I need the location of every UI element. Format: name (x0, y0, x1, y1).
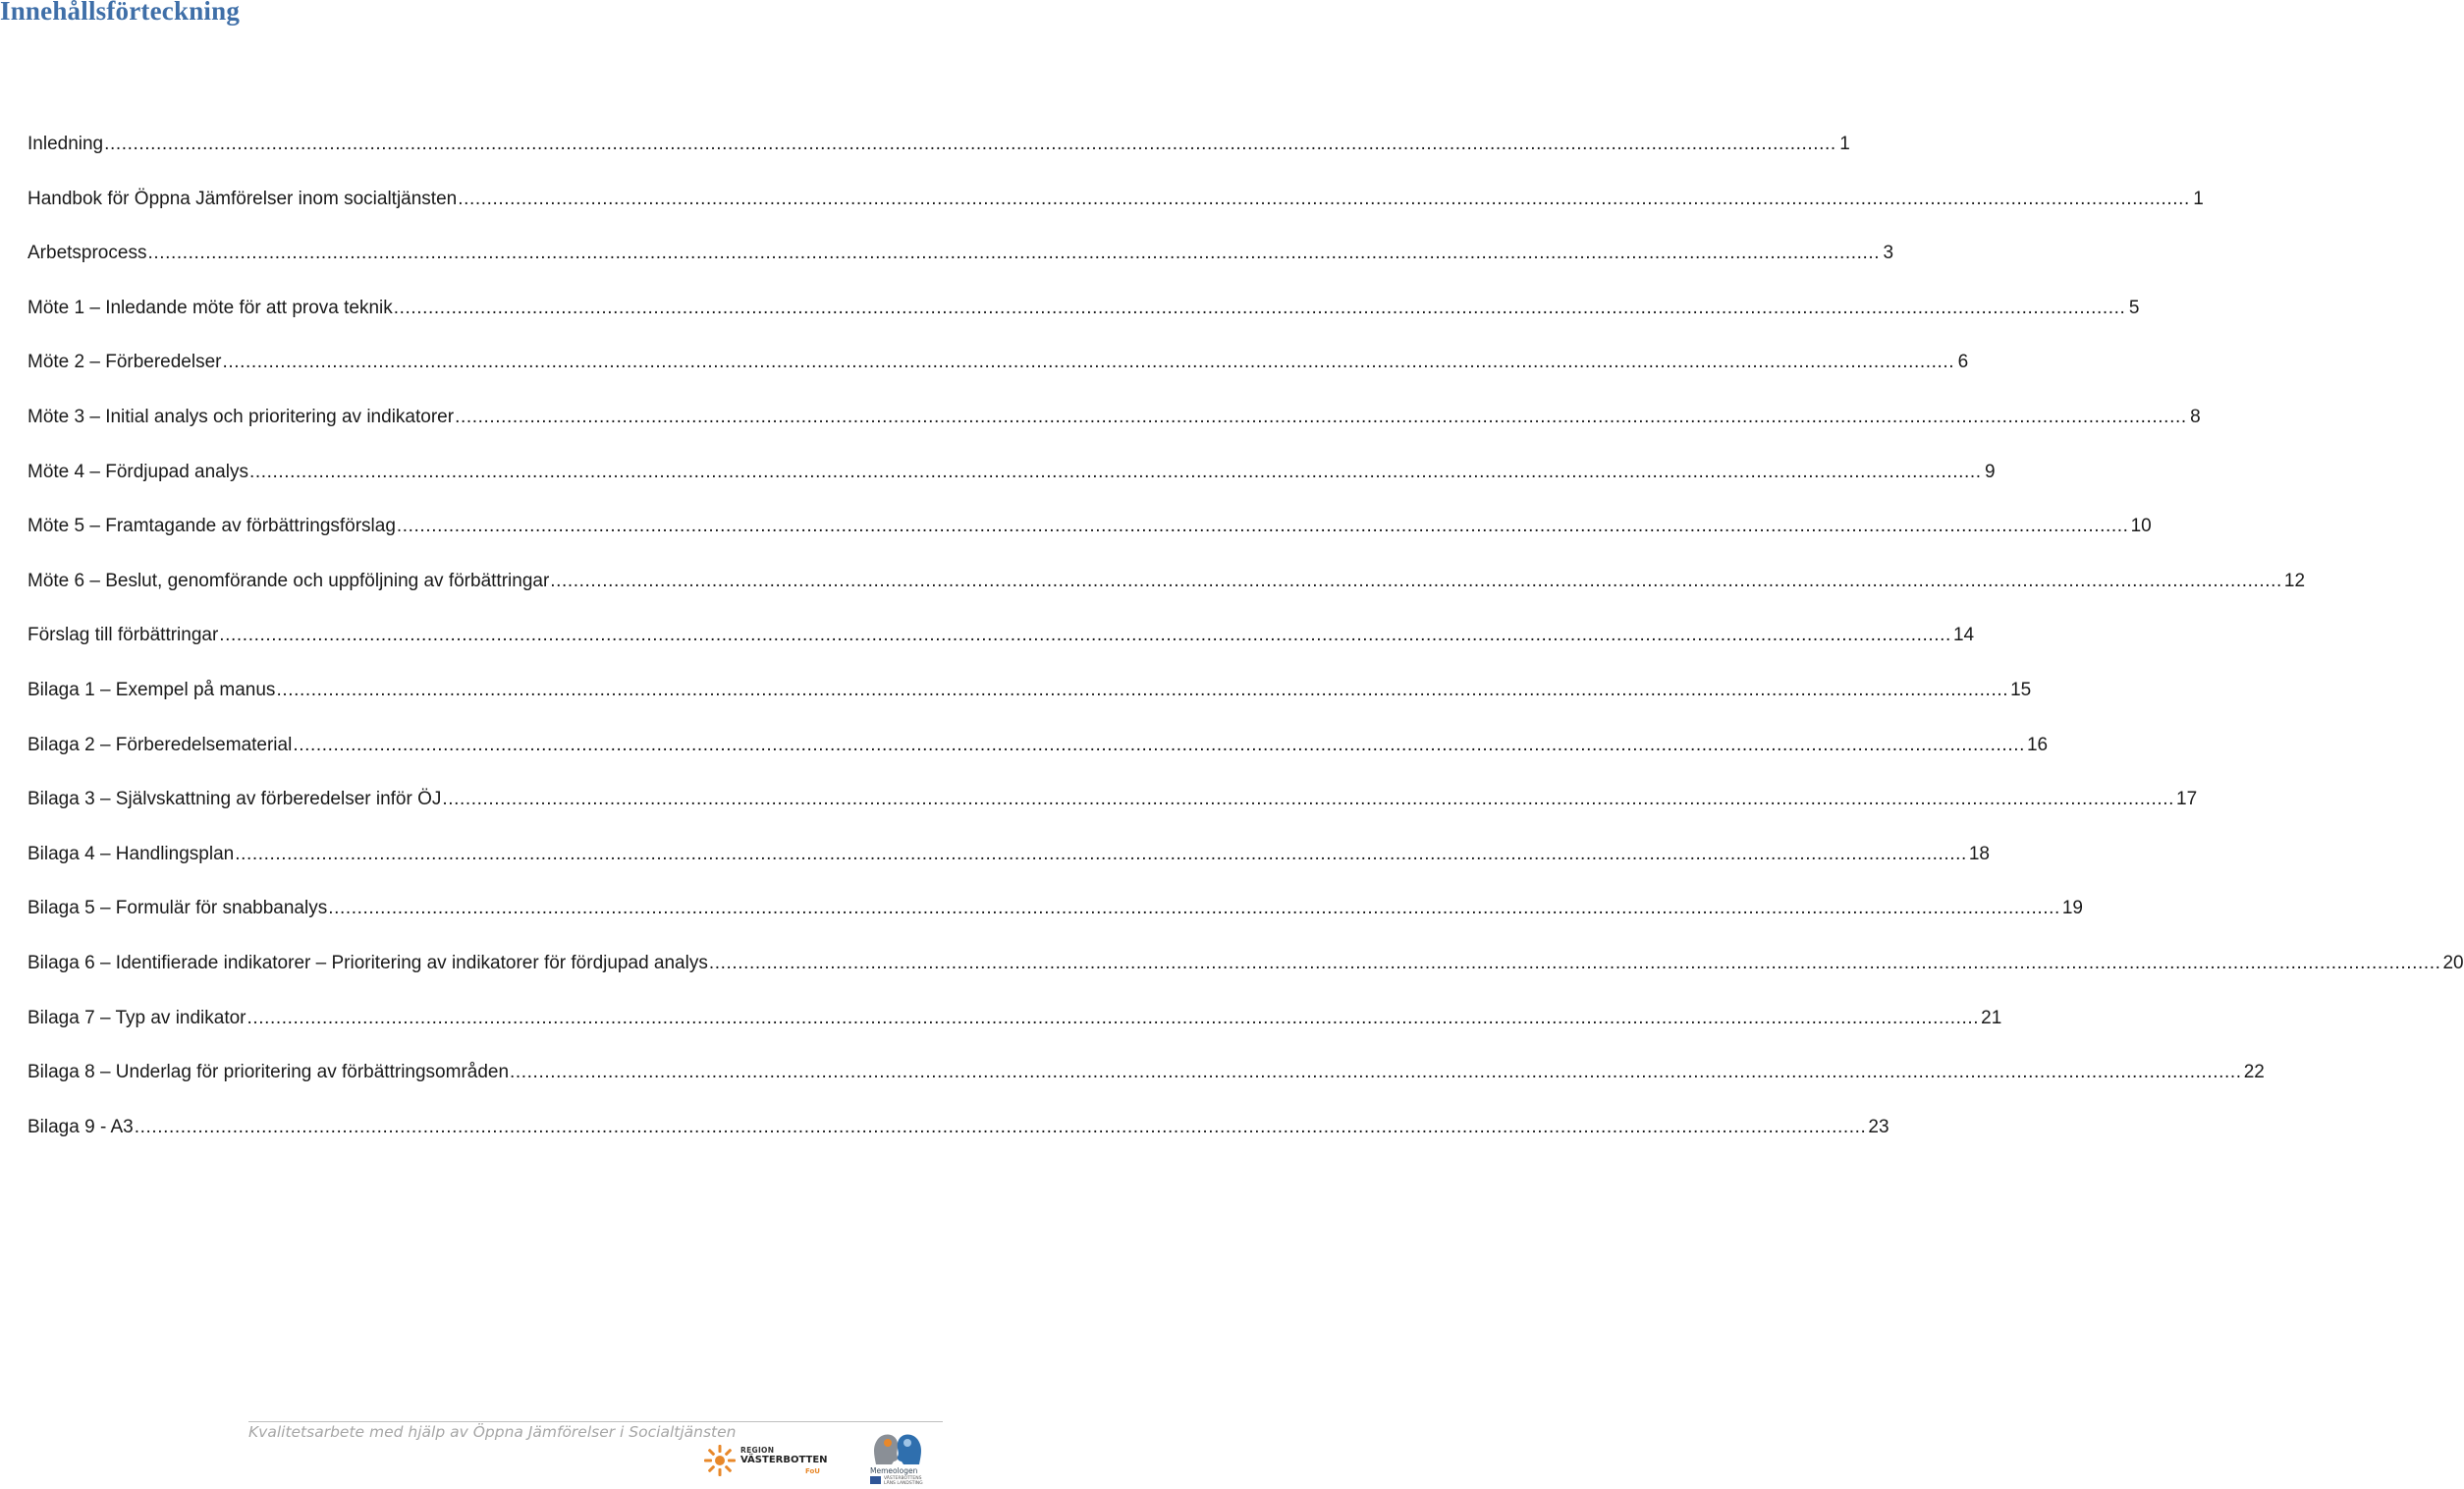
toc-entry-forslag[interactable] (27, 617, 1975, 672)
toc-entry-page: 5 (2128, 297, 2140, 318)
toc-dot-leader: ............................................................................................................................................................................................................................................................................................................ (219, 625, 1951, 646)
toc-entry-page: 14 (1952, 625, 1975, 646)
toc-entry-bilaga-4[interactable] (27, 836, 1990, 891)
toc-entry-mote-5[interactable] (27, 508, 2152, 563)
toc-dot-leader: ............................................................................................................................................................................................................................................................................................................ (510, 1062, 2242, 1083)
toc-entry-title: Handbok för Öppna Jämförelser inom socialtjänsten (27, 188, 458, 209)
logo-region-name: VÄSTERBOTTEN (740, 1455, 828, 1465)
toc-dot-leader: ............................................................................................................................................................................................................................................................................................................ (147, 243, 1881, 264)
footer-title: Kvalitetsarbete med hjälp av Öppna Jämförelser i Socialtjänsten (248, 1423, 737, 1441)
toc-entry-page: 9 (1985, 461, 1996, 482)
toc-dot-leader: ............................................................................................................................................................................................................................................................................................................ (248, 461, 1982, 482)
toc-entry-title: Bilaga 5 – Formulär för snabbanalys (27, 898, 328, 919)
toc-entry-page: 15 (2010, 679, 2032, 700)
toc-entry-title: Bilaga 3 – Självskattning av förberedelser inför ÖJ (27, 789, 442, 810)
logo-memeologen-name: Memeologen (870, 1466, 918, 1475)
toc-entry-mote-3[interactable] (27, 399, 2201, 454)
toc-entry-title: Förslag till förbättringar (27, 625, 219, 646)
toc-entry-page: 20 (2442, 952, 2464, 973)
toc-entry-title: Möte 5 – Framtagande av förbättringsförslag (27, 516, 396, 537)
toc-dot-leader: ............................................................................................................................................................................................................................................................................................................ (708, 952, 2441, 973)
toc-entry-bilaga-3[interactable] (27, 781, 2198, 836)
toc-entry-mote-4[interactable] (27, 454, 1996, 509)
toc-entry-page: 6 (1957, 352, 1969, 373)
region-vasterbotten-logo (703, 1444, 831, 1479)
toc-entry-bilaga-6[interactable] (27, 945, 2464, 1000)
toc-entry-bilaga-8[interactable] (27, 1054, 2265, 1109)
toc-dot-leader: ............................................................................................................................................................................................................................................................................................................ (134, 1116, 1867, 1137)
footer-divider (248, 1421, 943, 1422)
toc-entry-title: Möte 2 – Förberedelser (27, 352, 222, 373)
toc-entry-page: 1 (2193, 188, 2204, 209)
toc-dot-leader: ............................................................................................................................................................................................................................................................................................................ (442, 789, 2175, 810)
toc-entry-mote-1[interactable] (27, 290, 2140, 345)
toc-entry-handbok[interactable] (27, 181, 2204, 236)
toc-entry-title: Bilaga 4 – Handlingsplan (27, 843, 235, 864)
toc-dot-leader: ............................................................................................................................................................................................................................................................................................................ (222, 352, 1955, 373)
logo-region-label: REGION (740, 1446, 775, 1455)
toc-entry-page: 22 (2243, 1062, 2265, 1083)
toc-dot-leader: ............................................................................................................................................................................................................................................................................................................ (550, 570, 2282, 591)
toc-dot-leader: ............................................................................................................................................................................................................................................................................................................ (276, 679, 2009, 700)
logo-memeologen-org: VÄSTERBOTTENS LÄNS LANDSTING (884, 1476, 923, 1486)
toc-entry-bilaga-2[interactable] (27, 727, 2049, 782)
page-title: Innehållsförteckning (0, 0, 241, 26)
toc-entry-title: Inledning (27, 134, 104, 154)
toc-entry-arbetsprocess[interactable] (27, 235, 1894, 290)
toc-dot-leader: ............................................................................................................................................................................................................................................................................................................ (396, 516, 2129, 537)
toc-entry-inledning[interactable] (27, 126, 1850, 181)
head-profiles-icon (868, 1429, 927, 1466)
toc-entry-page: 18 (1968, 843, 1990, 864)
toc-dot-leader: ............................................................................................................................................................................................................................................................................................................ (455, 406, 2187, 427)
toc-dot-leader: ............................................................................................................................................................................................................................................................................................................ (458, 188, 2190, 209)
toc-entry-page: 3 (1883, 243, 1894, 264)
toc-entry-page: 16 (2026, 734, 2049, 755)
toc-entry-title: Möte 3 – Initial analys och prioritering av indikatorer (27, 406, 455, 427)
toc-entry-mote-2[interactable] (27, 344, 1969, 399)
toc-dot-leader: ............................................................................................................................................................................................................................................................................................................ (235, 843, 1967, 864)
toc-dot-leader: ............................................................................................................................................................................................................................................................................................................ (328, 898, 2060, 919)
toc-entry-title: Möte 6 – Beslut, genomförande och uppföljning av förbättringar (27, 570, 550, 591)
toc-dot-leader: ............................................................................................................................................................................................................................................................................................................ (393, 297, 2126, 318)
toc-entry-title: Möte 4 – Fördjupad analys (27, 461, 248, 482)
table-of-contents (27, 126, 2464, 1163)
toc-entry-page: 19 (2061, 898, 2083, 919)
toc-dot-leader: ............................................................................................................................................................................................................................................................................................................ (246, 1007, 1980, 1028)
toc-entry-title: Bilaga 2 – Förberedelsematerial (27, 734, 293, 755)
toc-entry-title: Bilaga 9 - A3 (27, 1116, 134, 1137)
toc-entry-page: 21 (1981, 1007, 2002, 1028)
sun-burst-icon (703, 1444, 737, 1477)
toc-entry-title: Bilaga 1 – Exempel på manus (27, 679, 276, 700)
toc-entry-bilaga-5[interactable] (27, 890, 2083, 945)
toc-entry-title: Bilaga 6 – Identifierade indikatorer – Prioritering av indikatorer för fördjupad analys (27, 952, 708, 973)
toc-entry-title: Möte 1 – Inledande möte för att prova teknik (27, 297, 393, 318)
toc-entry-page: 23 (1868, 1116, 1889, 1137)
toc-entry-page: 1 (1839, 134, 1850, 154)
toc-entry-page: 12 (2283, 570, 2306, 591)
toc-entry-title: Bilaga 7 – Typ av indikator (27, 1007, 246, 1028)
toc-entry-bilaga-1[interactable] (27, 672, 2032, 727)
toc-entry-page: 17 (2176, 789, 2198, 810)
toc-entry-bilaga-9[interactable] (27, 1109, 1889, 1164)
flag-icon (870, 1476, 881, 1484)
toc-entry-mote-6[interactable] (27, 563, 2306, 618)
toc-entry-page: 10 (2130, 516, 2152, 537)
toc-dot-leader: ............................................................................................................................................................................................................................................................................................................ (293, 734, 2025, 755)
toc-entry-page: 8 (2190, 406, 2201, 427)
toc-entry-title: Bilaga 8 – Underlag för prioritering av förbättringsområden (27, 1062, 510, 1083)
toc-entry-title: Arbetsprocess (27, 243, 147, 264)
toc-dot-leader: ............................................................................................................................................................................................................................................................................................................ (104, 134, 1836, 154)
toc-entry-bilaga-7[interactable] (27, 1000, 2002, 1055)
memeologen-logo (864, 1429, 933, 1486)
logo-region-unit: FoU (805, 1467, 820, 1475)
